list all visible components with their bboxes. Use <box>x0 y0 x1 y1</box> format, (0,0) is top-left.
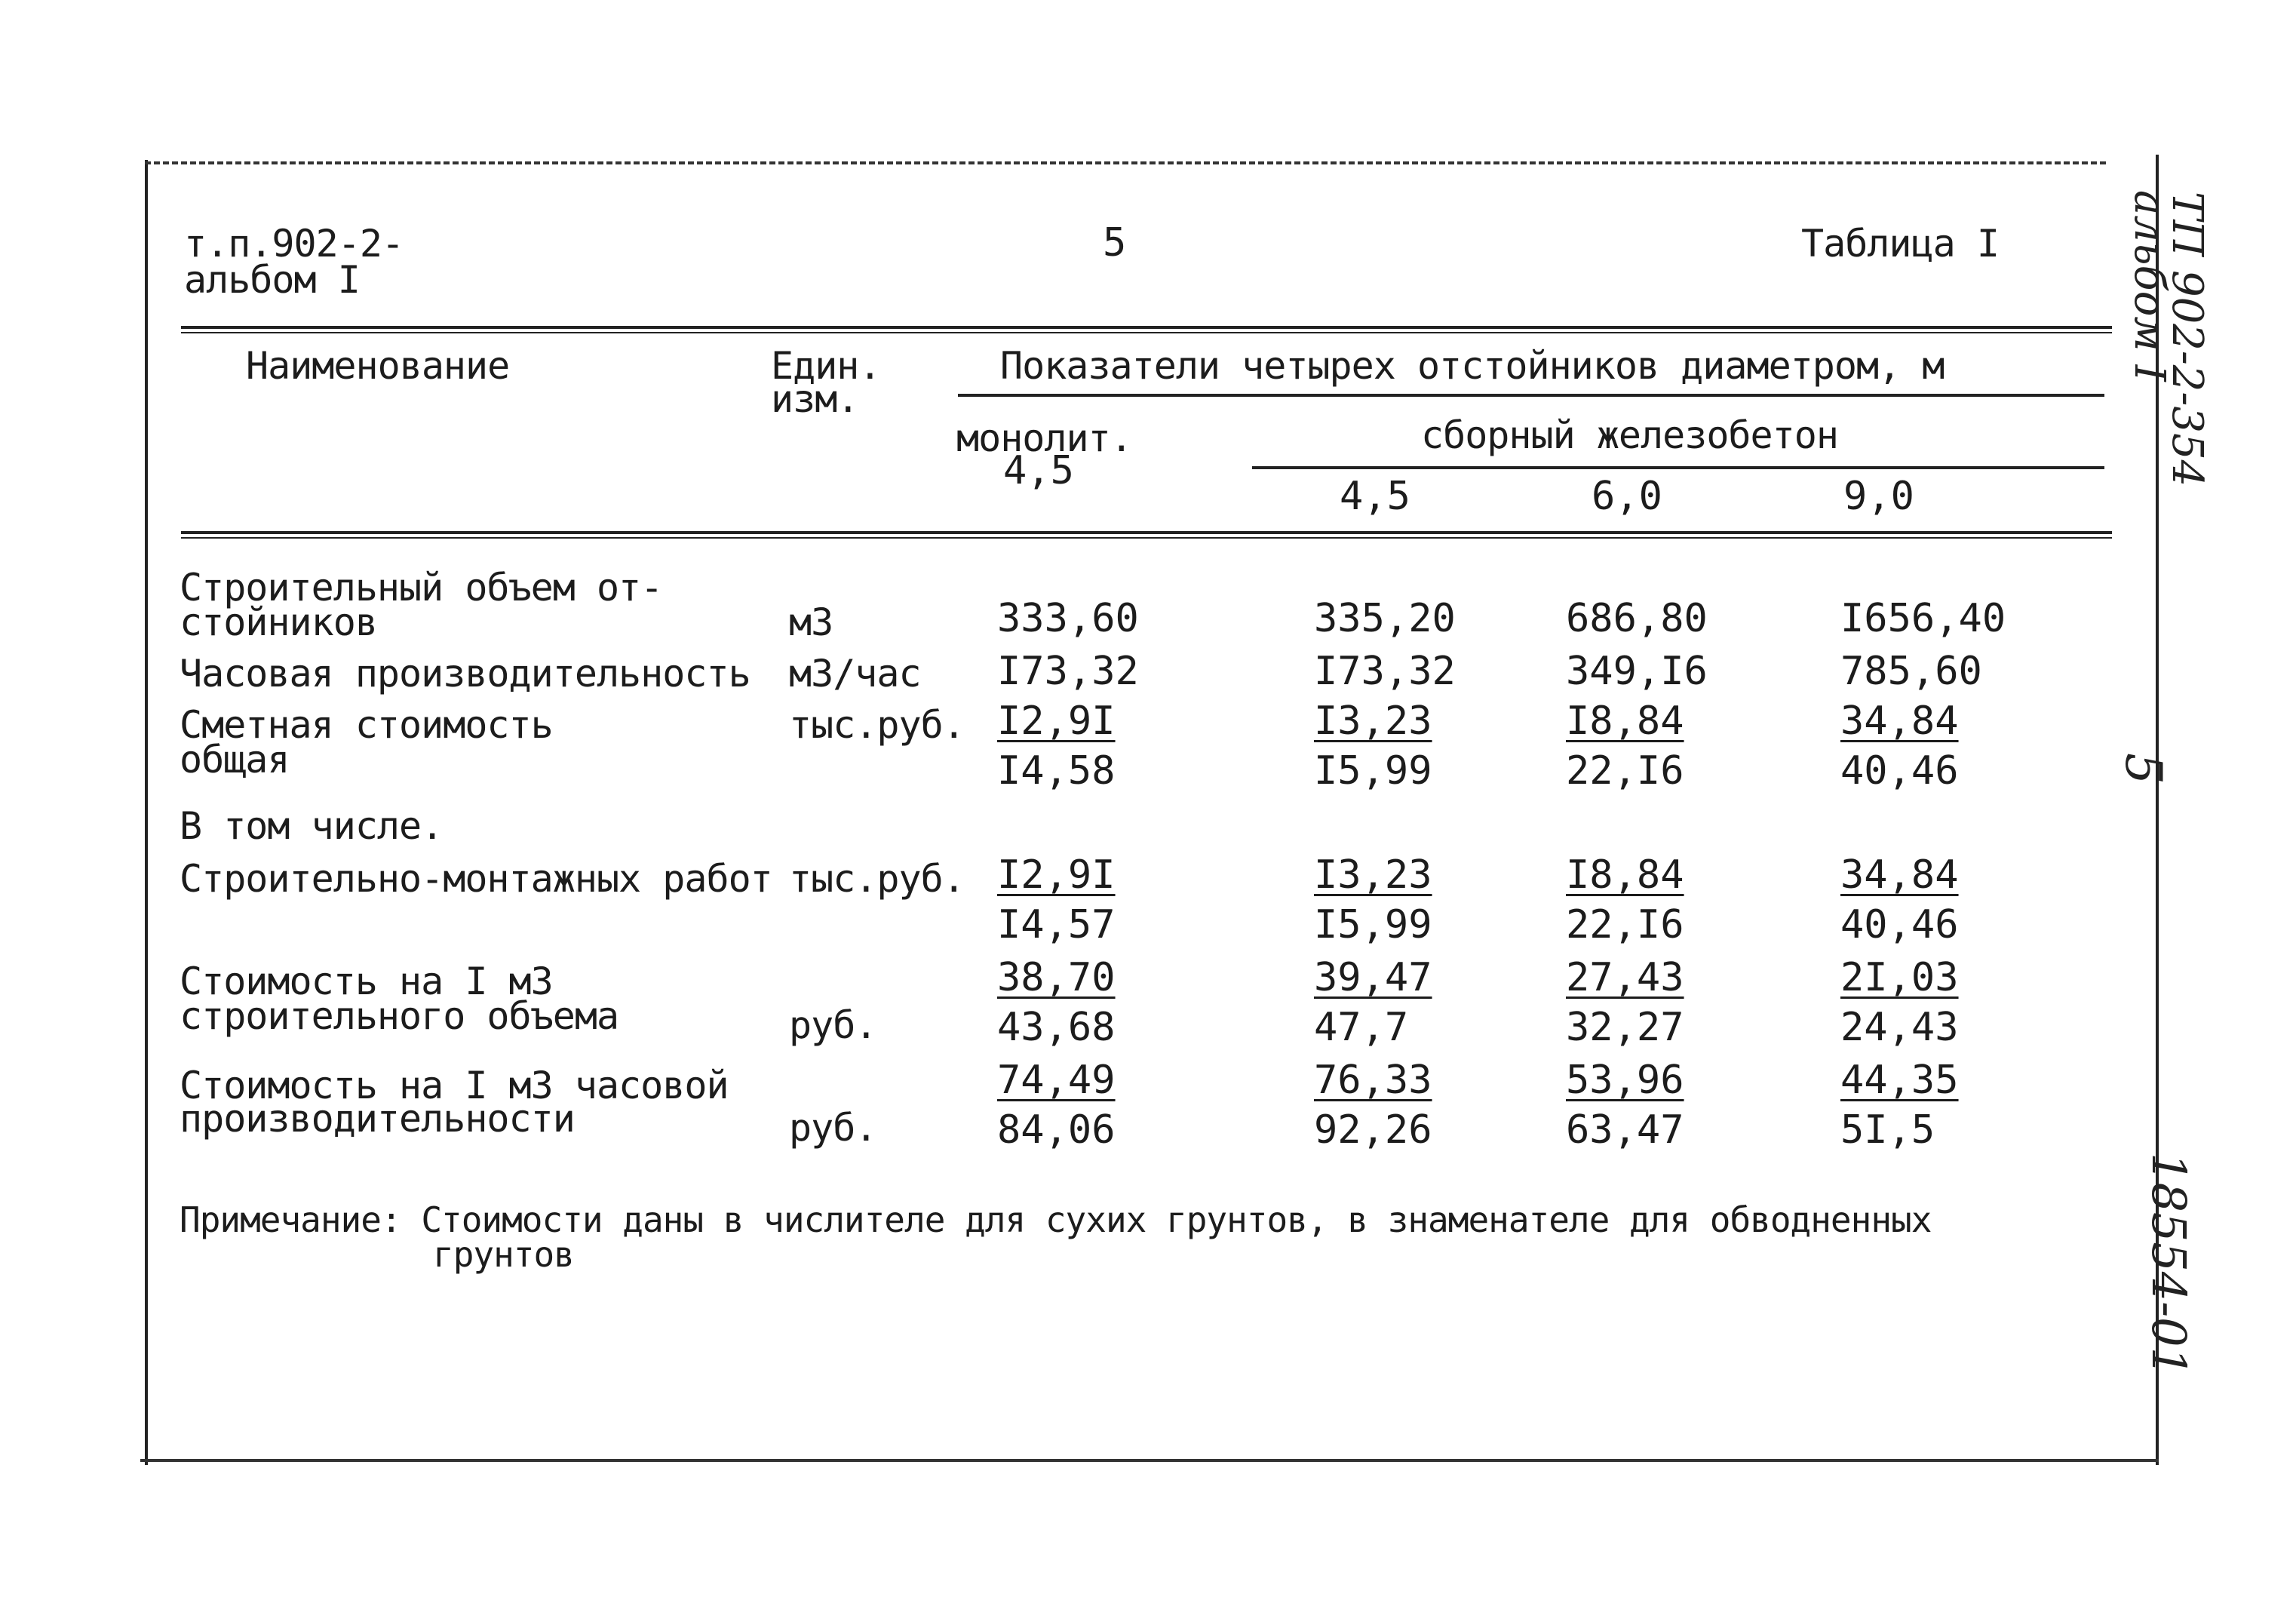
cell-value-numerator: 74,49 <box>997 1058 1116 1103</box>
cell-value: 686,80 <box>1566 596 1708 641</box>
column-header-precast: сборный железобетон <box>1421 413 1838 457</box>
row-unit: тыс.руб. <box>789 703 965 747</box>
row-label: Строительный объем от- <box>180 566 663 610</box>
cell-value-denominator: 40,46 <box>1840 748 1959 794</box>
column-header-diameter-2: 6,0 <box>1592 474 1662 519</box>
cell-value-denominator: 92,26 <box>1314 1107 1432 1153</box>
precast-header-rule <box>1252 466 2104 469</box>
cell-value-numerator: 34,84 <box>1840 852 1959 898</box>
frame-top-border <box>145 161 2106 164</box>
row-unit: м3 <box>789 600 833 644</box>
column-group-header: Показатели четырех отстойников диаметром, м <box>1000 344 1945 388</box>
cell-value: 333,60 <box>997 596 1139 641</box>
column-header-monolith: монолит. <box>956 416 1132 460</box>
table-header-bottom-rule-2 <box>181 537 2112 539</box>
cell-value-denominator: 24,43 <box>1840 1005 1959 1050</box>
page-number: 5 <box>1103 220 1127 266</box>
cell-value-denominator: 40,46 <box>1840 902 1959 947</box>
cell-value-denominator: 63,47 <box>1566 1107 1684 1153</box>
column-header-diameter-3: 9,0 <box>1843 474 1914 519</box>
cell-value-denominator: 84,06 <box>997 1107 1116 1153</box>
column-header-unit-line2: изм. <box>771 377 859 421</box>
margin-sheet-number: 5 <box>2114 753 2172 785</box>
cell-value: I73,32 <box>1314 649 1456 694</box>
cell-value-numerator: I3,23 <box>1314 699 1432 744</box>
cell-value: 335,20 <box>1314 596 1456 641</box>
cell-value-numerator: 44,35 <box>1840 1058 1959 1103</box>
cell-value-denominator: I4,57 <box>997 902 1116 947</box>
cell-value: 785,60 <box>1840 649 1982 694</box>
cell-value-numerator: I3,23 <box>1314 852 1432 898</box>
column-header-unit: Един. <box>771 344 881 388</box>
doc-ref-line1: т.п.902-2- <box>184 222 404 266</box>
footnote-line2: грунтов <box>433 1234 574 1275</box>
margin-inventory-number: 18554-01 <box>2141 1153 2196 1377</box>
cell-value-denominator: 47,7 <box>1314 1005 1409 1050</box>
cell-value-numerator: 34,84 <box>1840 699 1959 744</box>
cell-value-numerator: 27,43 <box>1566 955 1684 1000</box>
cell-value-numerator: I8,84 <box>1566 852 1684 898</box>
table-title: Таблица I <box>1801 222 1999 266</box>
cell-value-denominator: 5I,5 <box>1840 1107 1935 1153</box>
row-label: Стоимость на I м3 часовой <box>180 1064 729 1107</box>
row-label: Стоимость на I м3 <box>180 960 553 1003</box>
row-label: Часовая производительность <box>180 652 750 696</box>
row-unit: руб. <box>789 1003 877 1047</box>
cell-value-numerator: 53,96 <box>1566 1058 1684 1103</box>
cell-value-numerator: 76,33 <box>1314 1058 1432 1103</box>
table-top-rule-2 <box>181 332 2112 333</box>
column-header-diameter-1: 4,5 <box>1340 474 1410 519</box>
row-label: В том числе. <box>180 804 444 848</box>
column-header-monolith-diameter: 4,5 <box>1003 448 1074 493</box>
cell-value-denominator: 22,I6 <box>1566 748 1684 794</box>
margin-stamp-project: ТП 902-2-354 <box>2162 192 2212 487</box>
row-label: Строительно-монтажных работ <box>180 857 772 901</box>
cell-value: I73,32 <box>997 649 1139 694</box>
cell-value: I656,40 <box>1840 596 2006 641</box>
row-unit: руб. <box>789 1106 877 1150</box>
row-unit: м3/час <box>789 652 921 696</box>
cell-value-numerator: I2,9I <box>997 852 1116 898</box>
table-header-bottom-rule <box>181 531 2112 534</box>
group-header-rule <box>958 394 2104 397</box>
cell-value-numerator: 39,47 <box>1314 955 1432 1000</box>
row-label: Сметная стоимость <box>180 703 553 747</box>
cell-value-numerator: I2,9I <box>997 699 1116 744</box>
cell-value-denominator: I4,58 <box>997 748 1116 794</box>
row-label-line2: строительного объема <box>180 994 619 1038</box>
row-label-line2: стойников <box>180 600 377 644</box>
margin-stamp-album: альбом I <box>2125 190 2174 382</box>
cell-value-denominator: 22,I6 <box>1566 902 1684 947</box>
frame-bottom-border <box>140 1459 2159 1462</box>
cell-value-numerator: I8,84 <box>1566 699 1684 744</box>
table-top-rule <box>181 326 2112 329</box>
column-header-name: Наименование <box>246 344 510 388</box>
cell-value: 349,I6 <box>1566 649 1708 694</box>
row-label-line2: общая <box>180 738 290 782</box>
cell-value-denominator: 43,68 <box>997 1005 1116 1050</box>
row-label-line2: производительности <box>180 1097 575 1141</box>
cell-value-denominator: 32,27 <box>1566 1005 1684 1050</box>
doc-ref-line2: альбом I <box>184 258 360 302</box>
cell-value-numerator: 2I,03 <box>1840 955 1959 1000</box>
cell-value-denominator: I5,99 <box>1314 902 1432 947</box>
cell-value-denominator: I5,99 <box>1314 748 1432 794</box>
frame-left-border <box>145 160 148 1465</box>
cell-value-numerator: 38,70 <box>997 955 1116 1000</box>
row-unit: тыс.руб. <box>789 857 965 901</box>
footnote-line1: Примечание: Стоимости даны в числителе для сухих грунтов, в знаменателе для обводненных <box>180 1199 1932 1240</box>
